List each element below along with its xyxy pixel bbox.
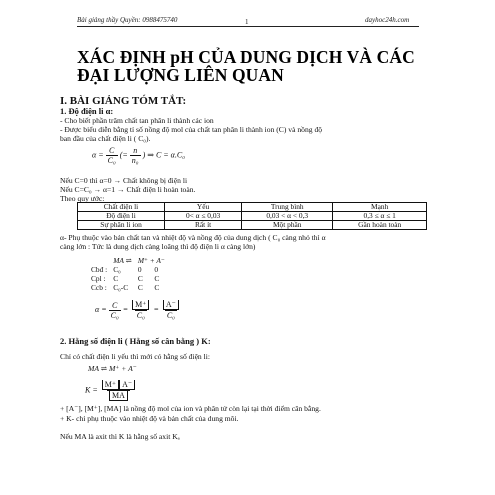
page-number: 1 (245, 18, 249, 26)
bracket-a: A⁻ (163, 300, 179, 310)
note-zero: Nếu C=0 thì α=0 → Chất không bị điện li (60, 176, 188, 185)
fraction-a-c0 (161, 300, 181, 320)
header-author: Bài giảng thầy Quyền: 0988475740 (77, 16, 178, 24)
section2-bullet-1: + [A⁻], [M⁺], [MA] là nồng độ mol của ion và phân tử còn lại tại thời điểm cân bằng. (60, 404, 321, 413)
table-cell: Gần hoàn toàn (333, 221, 427, 230)
table-row (88, 283, 168, 292)
table-cell: Trung bình (242, 203, 333, 212)
section2-intro: Chỉ có chất điện li yếu thì mới có hằng số điện li: (60, 352, 210, 361)
title-line-2: ĐẠI LƯỢNG LIÊN QUAN (77, 65, 284, 85)
frac-den: n₀ (131, 156, 139, 165)
section2-equation: MA ⇌ M⁺ + A⁻ (88, 364, 137, 373)
formula-equals: = (153, 304, 159, 314)
table-cell: C (113, 274, 119, 283)
table-cell: 0< α ≤ 0,03 (165, 212, 242, 221)
fraction-m-c0 (130, 300, 151, 320)
bullet-2b: ban đầu của chất điện li ( C₀). (60, 134, 151, 143)
note-full: Nếu C=C₀ → α=1 → Chất điện li hoàn toàn. (60, 185, 196, 194)
dependence-line-1: α- Phụ thuộc vào bản chất tan và nhiệt độ và nồng độ của dung dịch ( C₀ càng nhỏ thì α (60, 233, 326, 242)
formula-equals: = (122, 304, 129, 314)
table-cell: C (154, 283, 160, 292)
fraction-c-c0 (106, 146, 118, 165)
bullet-2: - Được biểu diễn bằng tỉ số nồng độ mol của chất tan phân li thành ion (C) và nồng độ (60, 125, 323, 134)
table-cell: 0,3 ≤ α ≤ 1 (333, 212, 427, 221)
formula-alpha: α = (92, 150, 104, 160)
k-symbol: K = (85, 385, 98, 395)
table-cell: Sự phân li ion (78, 221, 165, 230)
table-cell: C (137, 283, 143, 292)
convention-label: Theo quy ước: (60, 194, 105, 203)
table-row (88, 265, 168, 274)
section2-last: Nếu MA là axit thì K là hằng số axit Kₐ (60, 432, 180, 441)
header-rule (77, 26, 419, 27)
classification-table (77, 202, 427, 230)
table-cell: Độ điện li (78, 212, 165, 221)
table-cell: 0 (154, 265, 159, 274)
bracket-m: M⁺ (102, 380, 119, 390)
alpha-formula-2 (95, 300, 181, 320)
table-cell: 0,03 < α < 0,3 (242, 212, 333, 221)
table-cell: Ccb : (91, 283, 107, 292)
formula-alpha: α = (95, 304, 107, 314)
fraction-c-c0 (109, 301, 121, 320)
k-fraction (100, 380, 137, 401)
table-cell: C₀-C (113, 283, 129, 292)
table-cell: Một phần (242, 221, 333, 230)
section-heading: I. BÀI GIẢNG TÓM TẮT: (60, 95, 187, 107)
table-cell: Cpl : (91, 274, 106, 283)
bracket-m: M⁺ (132, 300, 149, 310)
bracket-a: A⁻ (119, 380, 135, 390)
reaction-equation (88, 256, 168, 265)
frac-den: C₀ (107, 156, 116, 165)
header-site: dayhoc24h.com (365, 16, 410, 24)
table-cell: C (154, 274, 160, 283)
formula-mid: (= (119, 150, 128, 160)
frac-den: C₀ (166, 311, 175, 320)
table-row (78, 221, 427, 230)
frac-num: n (133, 146, 138, 155)
reaction-right: M⁺ + A⁻ (137, 256, 165, 265)
table-cell: Chất điện li (78, 203, 165, 212)
reaction-left: MA ⇌ (113, 256, 132, 265)
fraction-n-n0 (130, 146, 141, 165)
frac-den: C₀ (136, 311, 145, 320)
bracket-ma: MA (109, 391, 128, 401)
frac-den: C₀ (110, 310, 119, 320)
bullet-1: - Cho biết phần trăm chất tan phân li thành các ion (60, 116, 214, 125)
subheading-degree: 1. Độ điện li α: (60, 106, 114, 116)
dependence-line-2: càng lớn : Tức là dung dịch càng loãng thì độ điện li α càng lớn) (60, 242, 256, 251)
table-cell: C (137, 274, 143, 283)
table-cell: Cbđ : (91, 265, 108, 274)
table-cell: Yếu (165, 203, 242, 212)
reaction-table (88, 256, 168, 292)
subheading-constant: 2. Hằng số điện li ( Hằng số cân bằng ) K: (60, 336, 211, 346)
frac-num: C (112, 300, 118, 310)
formula-tail: ) ⇒ C = α.C₀ (142, 150, 185, 160)
alpha-formula (92, 146, 185, 165)
title-line-1: XÁC ĐỊNH pH CỦA DUNG DỊCH VÀ CÁC (77, 47, 415, 67)
k-formula (85, 380, 137, 401)
table-row (88, 274, 168, 283)
table-cell: 0 (137, 265, 142, 274)
section2-bullet-2: + K- chỉ phụ thuộc vào nhiệt độ và bản chất của dung môi. (60, 414, 239, 423)
table-cell: C₀ (113, 265, 121, 274)
frac-num: C (109, 146, 115, 155)
table-cell: Rất ít (165, 221, 242, 230)
table-cell: Mạnh (333, 203, 427, 212)
